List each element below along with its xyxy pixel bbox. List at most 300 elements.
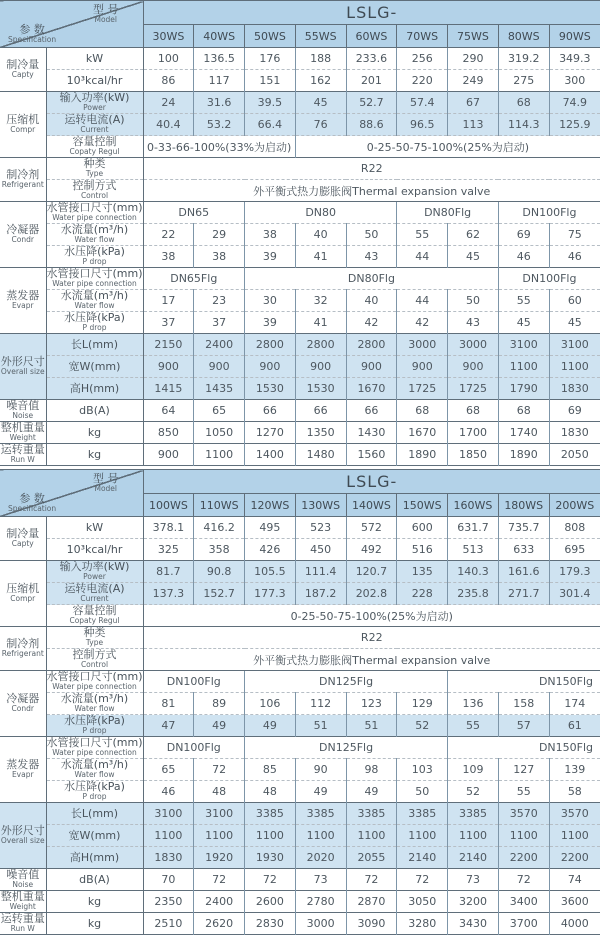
value-cell: 49 (245, 715, 296, 737)
value-cell: 32 (295, 290, 346, 312)
table-row (0, 825, 600, 847)
value-cell: 2620 (194, 913, 245, 935)
value-cell: 72 (346, 869, 397, 891)
value-cell: 62 (448, 224, 499, 246)
value-cell: 572 (346, 517, 397, 539)
parameter-cell: 水流量(m³/h) Water flow (46, 224, 143, 246)
value-cell: 176 (245, 48, 296, 70)
table-row (0, 649, 600, 671)
value-cell: 735.7 (498, 517, 549, 539)
value-cell: 127 (498, 759, 549, 781)
parameter-cell: 运转电流(A) Current (46, 583, 143, 605)
category-cell: 冷凝器 Condr (0, 671, 46, 737)
value-cell: 808 (549, 517, 600, 539)
table-row (0, 202, 600, 224)
model-header-cell: 200WS (549, 494, 600, 517)
value-cell: 513 (448, 539, 499, 561)
spec-table-2 (0, 469, 600, 935)
value-cell: 49 (194, 715, 245, 737)
value-cell: 228 (397, 583, 448, 605)
value-cell: 69 (498, 224, 549, 246)
category-cell: 制冷剂 Refrigerant (0, 158, 46, 202)
value-cell: 2600 (245, 891, 296, 913)
parameter-cell: kW (46, 48, 143, 70)
value-cell: 64 (143, 400, 194, 422)
category-cell: 噪音值 Noise (0, 400, 46, 422)
table-row (0, 136, 600, 158)
value-cell: 275 (498, 70, 549, 92)
value-cell: 319.2 (498, 48, 549, 70)
value-cell: 120.7 (346, 561, 397, 583)
table-row (0, 539, 600, 561)
value-cell: 42 (397, 312, 448, 334)
value-cell: 51 (295, 715, 346, 737)
parameter-cell: dB(A) (46, 869, 143, 891)
value-cell: 3385 (346, 803, 397, 825)
value-cell: 55 (498, 290, 549, 312)
table-row (0, 869, 600, 891)
value-cell: 46 (498, 246, 549, 268)
value-cell: 113 (448, 114, 499, 136)
parameter-cell: kg (46, 444, 143, 466)
value-cell: 900 (245, 356, 296, 378)
value-cell: 900 (295, 356, 346, 378)
category-cell: 噪音值 Noise (0, 869, 46, 891)
model-header-cell: 110WS (194, 494, 245, 517)
value-cell: 177.3 (245, 583, 296, 605)
value-cell: 4000 (549, 913, 600, 935)
parameter-cell: kg (46, 422, 143, 444)
value-cell: 2830 (245, 913, 296, 935)
parameter-cell: 水压降(kPa) P drop (46, 715, 143, 737)
value-cell: 1740 (498, 422, 549, 444)
value-cell: 900 (397, 356, 448, 378)
value-cell: 2510 (143, 913, 194, 935)
table-row (0, 444, 600, 466)
parameter-cell: 高H(mm) (46, 378, 143, 400)
value-cell: 40 (346, 290, 397, 312)
table-row (0, 180, 600, 202)
model-header-cell: 100WS (143, 494, 194, 517)
value-cell: 68 (397, 400, 448, 422)
value-cell: 3100 (143, 803, 194, 825)
value-cell: 90.8 (194, 561, 245, 583)
value-cell: 1100 (498, 356, 549, 378)
value-cell: 1725 (448, 378, 499, 400)
value-cell: 187.2 (295, 583, 346, 605)
value-cell: 516 (397, 539, 448, 561)
value-cell: DN100Flg (498, 268, 600, 290)
value-cell: DN150Flg (448, 737, 600, 759)
value-cell: 23 (194, 290, 245, 312)
parameter-cell: 容量控制 Copaty Regul (46, 605, 143, 627)
value-cell: 3000 (448, 334, 499, 356)
value-cell: 48 (245, 781, 296, 803)
value-cell: 68 (448, 400, 499, 422)
parameter-cell: dB(A) (46, 400, 143, 422)
value-cell: DN80Flg (397, 202, 499, 224)
parameter-cell: 水管接口尺寸(mm) Water pipe connection (46, 267, 143, 289)
value-cell: 51 (346, 715, 397, 737)
value-cell: 358 (194, 539, 245, 561)
value-cell: 0-25-50-75-100%(25%为启动) (143, 605, 600, 627)
parameter-cell: 输入功率(kW) Power (46, 561, 143, 583)
value-cell: 65 (194, 400, 245, 422)
table-row (0, 158, 600, 180)
value-cell: 1890 (498, 444, 549, 466)
value-cell: 24 (143, 92, 194, 114)
table-row (0, 781, 600, 803)
value-cell: 53.2 (194, 114, 245, 136)
value-cell: 1430 (346, 422, 397, 444)
table-row (0, 803, 600, 825)
value-cell: 1890 (397, 444, 448, 466)
value-cell: 1920 (194, 847, 245, 869)
value-cell: 96.5 (397, 114, 448, 136)
parameter-cell: 水管接口尺寸(mm) Water pipe connection (46, 670, 143, 692)
category-cell: 压缩机 Compr (0, 561, 46, 627)
value-cell: 45 (498, 312, 549, 334)
value-cell: 235.8 (448, 583, 499, 605)
table-row (0, 356, 600, 378)
value-cell: 850 (143, 422, 194, 444)
value-cell: 129 (397, 693, 448, 715)
parameter-cell: 水流量(m³/h) Water flow (46, 290, 143, 312)
value-cell: 137.3 (143, 583, 194, 605)
value-cell: 45 (448, 246, 499, 268)
model-header-cell: 55WS (295, 25, 346, 48)
value-cell: 695 (549, 539, 600, 561)
category-cell: 蒸发器 Evapr (0, 268, 46, 334)
value-cell: DN65Flg (143, 268, 245, 290)
category-cell: 制冷量 Capty (0, 517, 46, 561)
model-header-cell: 40WS (194, 25, 245, 48)
category-cell: 冷凝器 Condr (0, 202, 46, 268)
value-cell: 111.4 (295, 561, 346, 583)
value-cell: 2800 (245, 334, 296, 356)
table-row (0, 561, 600, 583)
value-cell: 66 (295, 400, 346, 422)
value-cell: 86 (143, 70, 194, 92)
value-cell: 43 (448, 312, 499, 334)
value-cell: 123 (346, 693, 397, 715)
table-row (0, 627, 600, 649)
value-cell: 135 (397, 561, 448, 583)
table-row (0, 268, 600, 290)
value-cell: DN100Flg (143, 737, 245, 759)
value-cell: 98 (346, 759, 397, 781)
value-cell: 46 (143, 781, 194, 803)
value-cell: 3090 (346, 913, 397, 935)
parameter-cell: 水流量(m³/h) Water flow (46, 693, 143, 715)
value-cell: 105.5 (245, 561, 296, 583)
table-row (0, 48, 600, 70)
value-cell: 22 (143, 224, 194, 246)
value-cell: 50 (448, 290, 499, 312)
model-header-cell: 30WS (143, 25, 194, 48)
table-row (0, 246, 600, 268)
value-cell: 31.6 (194, 92, 245, 114)
value-cell: 2350 (143, 891, 194, 913)
value-cell: 1100 (346, 825, 397, 847)
value-cell: 1670 (397, 422, 448, 444)
value-cell: 1530 (245, 378, 296, 400)
value-cell: 1100 (194, 825, 245, 847)
value-cell: 49 (295, 781, 346, 803)
value-cell: 2800 (295, 334, 346, 356)
value-cell: 90 (295, 759, 346, 781)
spec-table-1 (0, 0, 600, 466)
value-cell: 256 (397, 48, 448, 70)
value-cell: 3100 (549, 334, 600, 356)
value-cell: 202.8 (346, 583, 397, 605)
value-cell: 外平衡式热力膨胀阀Thermal expansion valve (143, 649, 600, 671)
value-cell: 1415 (143, 378, 194, 400)
value-cell: 45 (295, 92, 346, 114)
value-cell: 2780 (295, 891, 346, 913)
value-cell: DN80Flg (245, 268, 499, 290)
value-cell: 3570 (549, 803, 600, 825)
value-cell: 1400 (245, 444, 296, 466)
value-cell: 1100 (295, 825, 346, 847)
value-cell: 492 (346, 539, 397, 561)
value-cell: 0-25-50-75-100%(25%为启动) (295, 136, 600, 158)
value-cell: 72 (245, 869, 296, 891)
value-cell: 0-33-66-100%(33%为启动) (143, 136, 295, 158)
table-row (0, 605, 600, 627)
table-row (0, 913, 600, 935)
category-cell: 整机重量 Weight (0, 421, 45, 443)
value-cell: 43 (346, 246, 397, 268)
value-cell: 900 (346, 356, 397, 378)
value-cell: DN100Flg (143, 671, 245, 693)
table-row (0, 583, 600, 605)
value-cell: 1830 (143, 847, 194, 869)
value-cell: 39 (245, 246, 296, 268)
model-header-cell: 70WS (397, 25, 448, 48)
value-cell: 70 (143, 869, 194, 891)
value-cell: 52 (397, 715, 448, 737)
table-row (0, 312, 600, 334)
model-header-cell: 90WS (549, 25, 600, 48)
value-cell: 3430 (448, 913, 499, 935)
value-cell: 41 (295, 246, 346, 268)
value-cell: 66.4 (245, 114, 296, 136)
value-cell: DN100Flg (498, 202, 600, 224)
value-cell: 48 (194, 781, 245, 803)
value-cell: R22 (143, 158, 600, 180)
value-cell: 109 (448, 759, 499, 781)
value-cell: 1930 (245, 847, 296, 869)
category-cell: 运转重量 Run W (0, 912, 45, 934)
value-cell: 67 (448, 92, 499, 114)
category-cell: 外形尺寸 Overall size (0, 334, 46, 400)
parameter-cell: 水管接口尺寸(mm) Water pipe connection (46, 736, 143, 758)
category-cell: 压缩机 Compr (0, 92, 46, 158)
value-cell: 47 (143, 715, 194, 737)
value-cell: 76 (295, 114, 346, 136)
value-cell: 65 (143, 759, 194, 781)
value-cell: 68 (498, 400, 549, 422)
value-cell: 2050 (549, 444, 600, 466)
value-cell: 2400 (194, 334, 245, 356)
value-cell: 81 (143, 693, 194, 715)
value-cell: 3570 (498, 803, 549, 825)
value-cell: 1700 (448, 422, 499, 444)
table-row (0, 224, 600, 246)
value-cell: 290 (448, 48, 499, 70)
table-row (0, 671, 600, 693)
value-cell: 151 (245, 70, 296, 92)
value-cell: DN125Flg (245, 737, 448, 759)
value-cell: 1830 (549, 422, 600, 444)
value-cell: 60 (549, 290, 600, 312)
value-cell: 38 (245, 224, 296, 246)
value-cell: 179.3 (549, 561, 600, 583)
value-cell: 103 (397, 759, 448, 781)
model-header-cell: 75WS (448, 25, 499, 48)
value-cell: 45 (549, 312, 600, 334)
value-cell: 3000 (397, 334, 448, 356)
value-cell: 249 (448, 70, 499, 92)
value-cell: 139 (549, 759, 600, 781)
category-cell: 制冷剂 Refrigerant (0, 627, 46, 671)
value-cell: 220 (397, 70, 448, 92)
value-cell: 37 (143, 312, 194, 334)
value-cell: 900 (143, 356, 194, 378)
value-cell: 271.7 (498, 583, 549, 605)
value-cell: 2020 (295, 847, 346, 869)
table-row (0, 400, 600, 422)
corner-model-label: 型 号 Model (93, 3, 119, 24)
value-cell: 44 (397, 290, 448, 312)
value-cell: 49 (346, 781, 397, 803)
value-cell: 378.1 (143, 517, 194, 539)
value-cell: 201 (346, 70, 397, 92)
parameter-cell: 水压降(kPa) P drop (46, 312, 143, 334)
parameter-cell: 种类 Type (46, 627, 143, 649)
parameter-cell: 长L(mm) (46, 334, 143, 356)
model-header-cell: 50WS (245, 25, 296, 48)
value-cell: 162 (295, 70, 346, 92)
model-header-cell: 160WS (448, 494, 499, 517)
parameter-cell: 控制方式 Control (46, 649, 143, 671)
value-cell: DN125Flg (245, 671, 448, 693)
value-cell: 100 (143, 48, 194, 70)
value-cell: 3385 (295, 803, 346, 825)
value-cell: 1270 (245, 422, 296, 444)
value-cell: 152.7 (194, 583, 245, 605)
value-cell: 3050 (397, 891, 448, 913)
value-cell: 349.3 (549, 48, 600, 70)
value-cell: 1100 (397, 825, 448, 847)
value-cell: 600 (397, 517, 448, 539)
model-header-cell: 150WS (397, 494, 448, 517)
value-cell: 3700 (498, 913, 549, 935)
parameter-cell: 运转电流(A) Current (46, 114, 143, 136)
value-cell: 1050 (194, 422, 245, 444)
value-cell: 38 (194, 246, 245, 268)
value-cell: 1350 (295, 422, 346, 444)
series-name-cell: LSLG- (143, 470, 600, 494)
value-cell: 1100 (498, 825, 549, 847)
value-cell: 325 (143, 539, 194, 561)
value-cell: 233.6 (346, 48, 397, 70)
value-cell: 55 (498, 781, 549, 803)
model-header-cell: 180WS (498, 494, 549, 517)
category-cell: 外形尺寸 Overall size (0, 803, 46, 869)
value-cell: 2055 (346, 847, 397, 869)
corner-cell (0, 1, 143, 48)
value-cell: 117 (194, 70, 245, 92)
value-cell: 900 (143, 444, 194, 466)
value-cell: 38 (143, 246, 194, 268)
value-cell: 161.6 (498, 561, 549, 583)
value-cell: 74.9 (549, 92, 600, 114)
category-cell: 蒸发器 Evapr (0, 737, 46, 803)
table-row (0, 517, 600, 539)
table-row (0, 693, 600, 715)
category-cell: 运转重量 Run W (0, 443, 45, 465)
value-cell: 1670 (346, 378, 397, 400)
value-cell: 125.9 (549, 114, 600, 136)
table-row (0, 334, 600, 356)
value-cell: 1100 (549, 825, 600, 847)
value-cell: 55 (448, 715, 499, 737)
value-cell: 72 (397, 869, 448, 891)
value-cell: 52.7 (346, 92, 397, 114)
table-row (0, 70, 600, 92)
value-cell: 900 (194, 356, 245, 378)
value-cell: 88.6 (346, 114, 397, 136)
value-cell: 1725 (397, 378, 448, 400)
value-cell: 114.3 (498, 114, 549, 136)
value-cell: 3400 (498, 891, 549, 913)
value-cell: 300 (549, 70, 600, 92)
table-row (0, 759, 600, 781)
parameter-cell: 输入功率(kW) Power (46, 92, 143, 114)
value-cell: 3100 (194, 803, 245, 825)
value-cell: 42 (346, 312, 397, 334)
value-cell: 85 (245, 759, 296, 781)
value-cell: 1100 (448, 825, 499, 847)
parameter-cell: 10³kcal/hr (46, 70, 143, 92)
model-header-cell: 80WS (498, 25, 549, 48)
parameter-cell: kg (46, 913, 143, 935)
table-row (0, 422, 600, 444)
value-cell: 112 (295, 693, 346, 715)
value-cell: 1480 (295, 444, 346, 466)
parameter-cell: 水流量(m³/h) Water flow (46, 759, 143, 781)
parameter-cell: 宽W(mm) (46, 356, 143, 378)
value-cell: 136 (448, 693, 499, 715)
value-cell: 426 (245, 539, 296, 561)
category-cell: 制冷量 Capty (0, 48, 46, 92)
value-cell: 39.5 (245, 92, 296, 114)
value-cell: 2200 (498, 847, 549, 869)
table-row (0, 114, 600, 136)
value-cell: 68 (498, 92, 549, 114)
value-cell: 633 (498, 539, 549, 561)
value-cell: 89 (194, 693, 245, 715)
value-cell: 17 (143, 290, 194, 312)
value-cell: 57 (498, 715, 549, 737)
value-cell: 2400 (194, 891, 245, 913)
parameter-cell: 10³kcal/hr (46, 539, 143, 561)
value-cell: 72 (194, 759, 245, 781)
value-cell: 3280 (397, 913, 448, 935)
value-cell: 2200 (549, 847, 600, 869)
